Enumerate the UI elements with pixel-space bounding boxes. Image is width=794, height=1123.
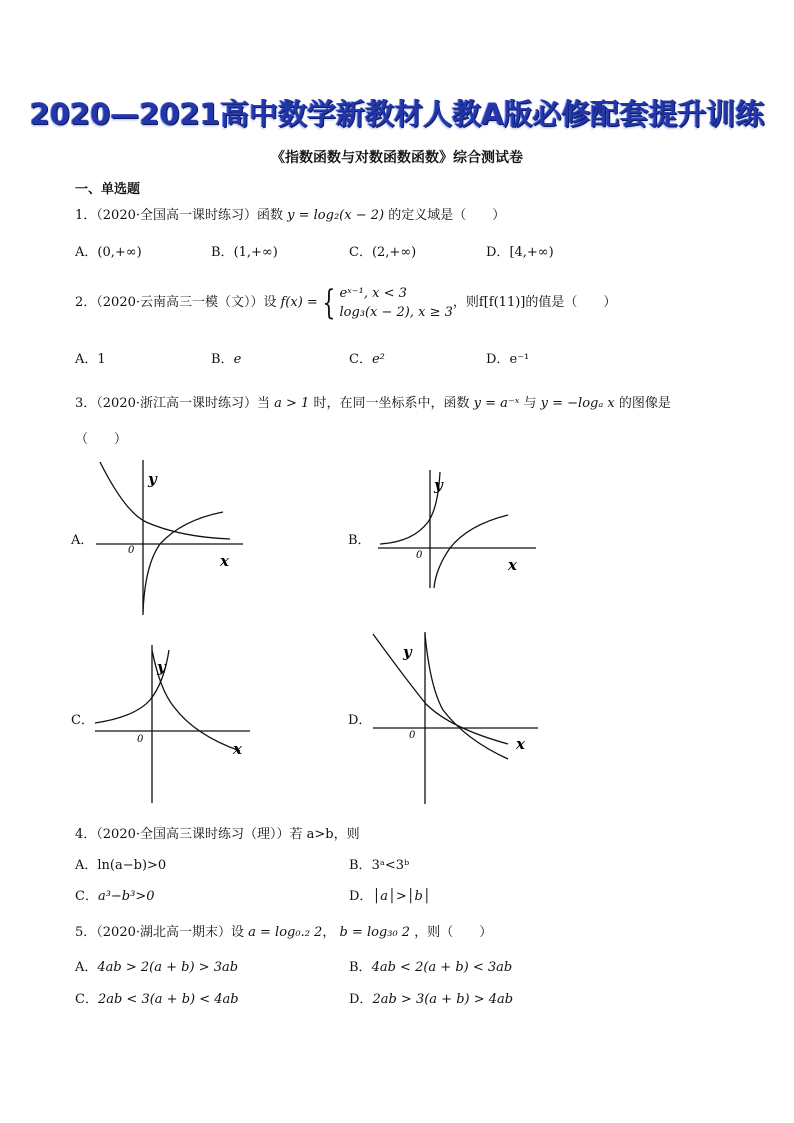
graph-d-y-label: y — [403, 643, 412, 661]
question-2-option-d: D．e⁻¹ — [486, 352, 530, 367]
section-heading: 一、单选题 — [75, 182, 141, 197]
question-5-b-def: b = log₃₀ 2 — [339, 925, 411, 940]
question-5-option-c: C．2ab < 3(a + b) < 4ab — [75, 992, 239, 1007]
graph-b-y-label: y — [434, 476, 443, 494]
question-1-text-a: 1．（2020·全国高一课时练习）函数 — [75, 208, 283, 223]
question-4-stem: 4．（2020·全国高三课时练习（理））若 a>b，则 — [75, 827, 360, 842]
question-5-option-b: B．4ab < 2(a + b) < 3ab — [349, 960, 513, 975]
question-3-func2: y = −logₐ x — [540, 396, 615, 411]
graph-c-y-label: y — [157, 658, 166, 676]
question-4-option-a: A．ln(a−b)>0 — [75, 858, 167, 873]
question-1-stem — [75, 206, 505, 226]
question-1-math: y = log₂(x − 2) — [287, 208, 385, 223]
piecewise-brace: { — [322, 283, 336, 323]
question-5-a-def: a = log₀.₂ 2 — [248, 925, 323, 940]
graph-a — [90, 460, 250, 620]
graph-a-y-label: y — [148, 470, 157, 488]
question-2-text-b: ，则f[f(11)]的值是（ ） — [452, 295, 617, 310]
graph-b — [368, 470, 548, 590]
question-2-option-b: B．e — [211, 352, 242, 367]
question-4-option-d: D．│a│>│b│ — [349, 889, 431, 904]
piecewise-case-1: eˣ⁻¹, x < 3 — [339, 286, 407, 301]
graph-c-x-label: x — [233, 740, 242, 758]
graph-b-origin: 0 — [416, 550, 423, 561]
graph-d — [368, 632, 543, 807]
question-3-mid: 与 — [523, 396, 537, 411]
piecewise-cases — [339, 284, 452, 322]
question-3-stem — [75, 394, 671, 414]
question-2-option-c: C．e² — [349, 352, 385, 367]
question-2-func: f(x) = — [280, 295, 318, 310]
question-1-option-a: A．(0,+∞) — [75, 245, 142, 260]
graph-b-curve-exp — [380, 472, 440, 544]
graph-d-x-label: x — [516, 735, 525, 753]
question-1-option-c: C．(2,+∞) — [349, 245, 417, 260]
question-3-text-c: 的图像是 — [618, 396, 671, 411]
question-4-option-b: B．3ᵃ<3ᵇ — [349, 858, 410, 873]
question-3-text-a: 3．（2020·浙江高一课时练习）当 — [75, 396, 270, 411]
graph-a-origin: 0 — [128, 545, 135, 556]
question-5-text-a: 5．（2020·湖北高一期末）设 — [75, 925, 244, 940]
graph-c-label: C． — [71, 713, 94, 728]
question-2-text-a: 2．（2020·云南高三一模（文））设 — [75, 295, 277, 310]
graph-a-label: A． — [71, 533, 94, 548]
graph-d-origin: 0 — [409, 730, 416, 741]
graph-c — [90, 645, 260, 805]
question-3-text-b: 时，在同一坐标系中，函数 — [313, 396, 470, 411]
graph-a-curve-exp — [100, 462, 230, 539]
graph-a-x-label: x — [220, 552, 229, 570]
question-1-option-b: B．(1,+∞) — [211, 245, 278, 260]
question-3-cond: a > 1 — [274, 396, 310, 411]
document-title: 2020—2021高中数学新教材人教A版必修配套提升训练 — [29, 97, 765, 131]
question-5-text-b: ，则（ ） — [414, 925, 493, 940]
graph-b-label: B． — [348, 533, 371, 548]
graph-a-curve-log — [143, 512, 223, 612]
question-3-func1: y = a⁻ˣ — [473, 396, 520, 411]
question-5-option-d: D．2ab > 3(a + b) > 4ab — [349, 992, 514, 1007]
graph-c-origin: 0 — [137, 734, 144, 745]
document-subtitle: 《指数函数与对数函数函数》综合测试卷 — [271, 150, 523, 166]
question-1-text-b: 的定义域是（ ） — [388, 208, 506, 223]
question-1-option-d: D．[4,+∞) — [486, 245, 554, 260]
graph-b-curve-log — [434, 515, 508, 588]
question-5-stem: 5．（2020·湖北高一期末）设 a = log₀.₂ 2， b = log₃₀ 2 ，则（ ） — [75, 925, 493, 940]
question-3-paren: （ ） — [75, 432, 128, 447]
question-2-option-a: A．1 — [75, 352, 106, 367]
question-4-option-c: C．a³−b³>0 — [75, 889, 155, 904]
graph-d-label: D． — [348, 713, 372, 728]
graph-b-x-label: x — [508, 556, 517, 574]
question-2-stem — [75, 284, 616, 322]
question-5-option-a: A．4ab > 2(a + b) > 3ab — [75, 960, 239, 975]
piecewise-case-2: log₃(x − 2), x ≥ 3 — [339, 305, 453, 320]
